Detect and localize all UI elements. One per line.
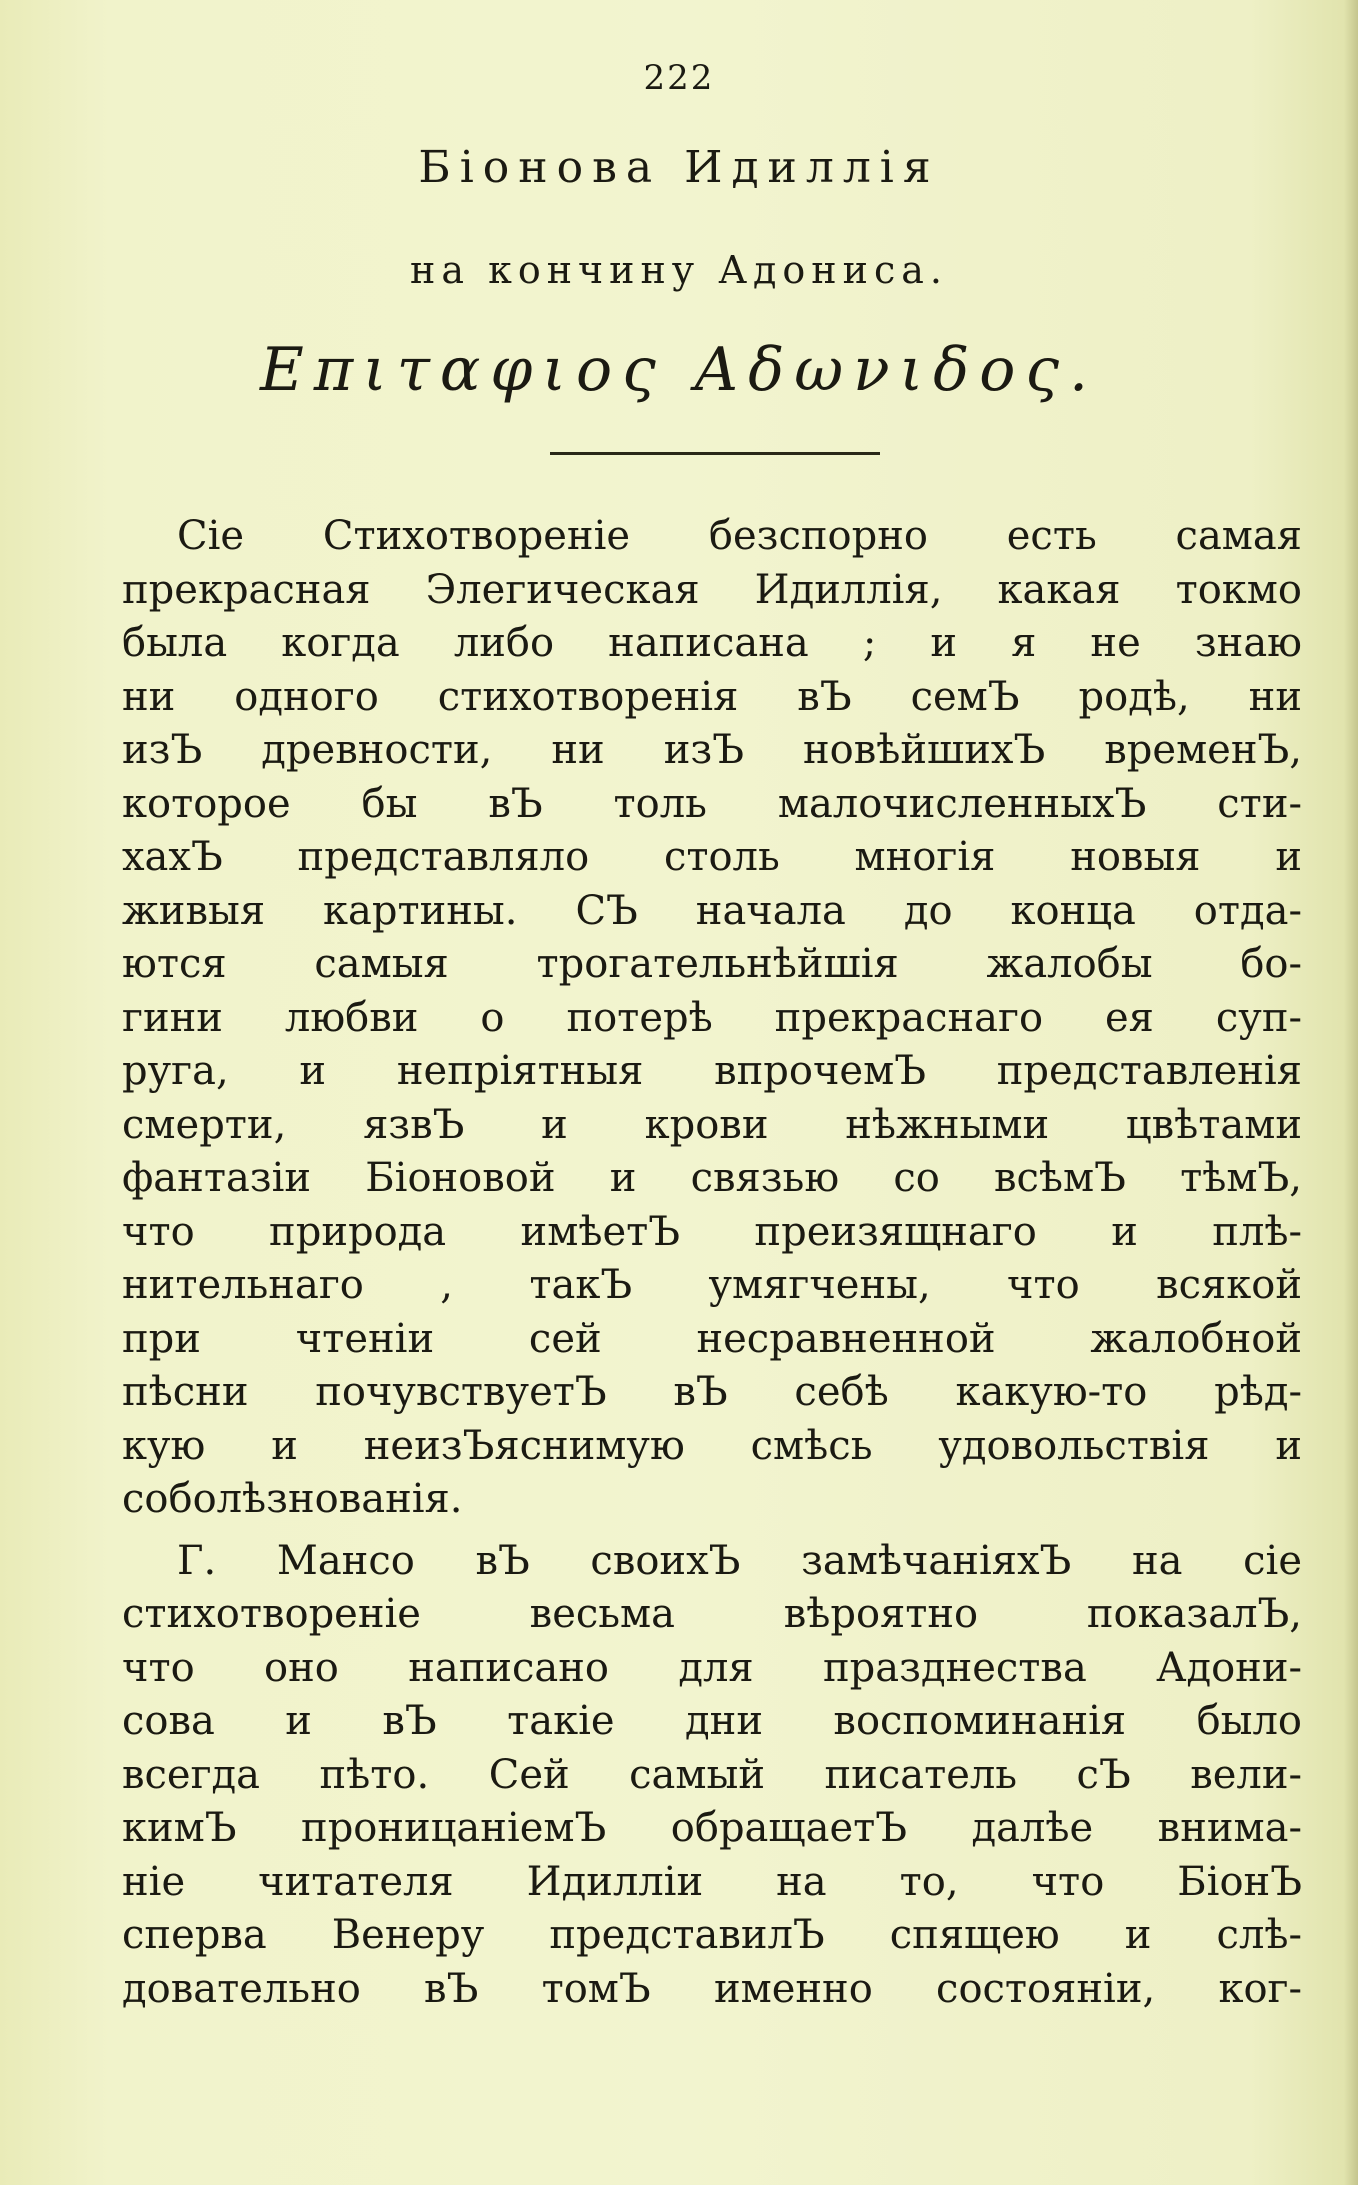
text-line: кимЪ проницаніемЪ обращаетЪ далѣе внима- — [122, 1805, 1302, 1851]
page-edge-shadow — [1344, 0, 1358, 2185]
text-line: пѣсни почувствуетЪ вЪ себѣ какую-то рѣд- — [122, 1369, 1302, 1415]
text-line: хахЪ представляло столь многія новыя и — [122, 834, 1302, 880]
text-line: руга, и непріятныя впрочемЪ представленія — [122, 1048, 1302, 1094]
title-line-2: на кончину Адониса. — [410, 248, 948, 292]
text-line: всегда пѣто. Сей самый писатель сЪ вели- — [122, 1751, 1302, 1798]
text-line: соболѣзнованія. — [122, 1476, 463, 1522]
text-line: которое бы вЪ толь малочисленныхЪ сти- — [122, 780, 1302, 827]
text-line: кую и неизЪяснимую смѣсь удовольствія и — [122, 1422, 1302, 1469]
greek-title: Επιταφιος Αδωνιδος. — [259, 335, 1099, 405]
text-line: нительнаго , такЪ умягчены, что всякой — [122, 1262, 1302, 1308]
text-line: сова и вЪ такіе дни воспоминанія было — [122, 1698, 1302, 1744]
text-line: ни одного стихотворенія вЪ семЪ родѣ, ни — [122, 673, 1302, 720]
text-line: прекрасная Элегическая Идиллія, какая токмо — [122, 566, 1302, 613]
text-line: Сіе Стихотвореніе безспорно есть самая — [177, 513, 1302, 559]
paragraph-2 — [122, 1535, 1302, 2017]
text-line: была когда либо написана ; и я не знаю — [122, 620, 1302, 666]
text-line: стихотвореніе весьма вѣроятно показалЪ, — [122, 1591, 1302, 1637]
text-line: живыя картины. СЪ начала до конца отда- — [122, 887, 1302, 934]
text-line: ніе читателя Идилліи на то, что БіонЪ — [122, 1858, 1302, 1905]
text-line: сперва Венеру представилЪ спящею и слѣ- — [122, 1912, 1302, 1958]
text-line: смерти, язвЪ и крови нѣжными цвѣтами — [122, 1101, 1302, 1148]
text-line: Г. Мансо вЪ своихЪ замѣчаніяхЪ на сіе — [177, 1537, 1302, 1584]
ornament-icon — [675, 441, 755, 463]
text-line: ются самыя трогательнѣйшія жалобы бо- — [122, 941, 1302, 987]
text-line: при чтеніи сей несравненной жалобной — [122, 1315, 1302, 1362]
text-line: довательно вЪ томЪ именно состояніи, ког- — [122, 1965, 1302, 2012]
text-line: фантазіи Біоновой и связью со всѣмЪ тѣмЪ, — [122, 1155, 1302, 1201]
text-line: изЪ древности, ни изЪ новѣйшихЪ временЪ, — [122, 727, 1302, 773]
text-line: что природа имѣетЪ преизящнаго и плѣ- — [122, 1208, 1302, 1255]
text-line: что оно написано для празднества Адони- — [122, 1644, 1302, 1691]
paragraph-1 — [122, 510, 1302, 1527]
text-line: гини любви о потерѣ прекраснаго ея суп- — [122, 994, 1302, 1041]
page-number: 222 — [643, 58, 715, 98]
body-text — [122, 510, 1302, 2016]
title-line-1: Біонова Идиллія — [418, 142, 940, 193]
paragraph-gap — [122, 1527, 1302, 1535]
